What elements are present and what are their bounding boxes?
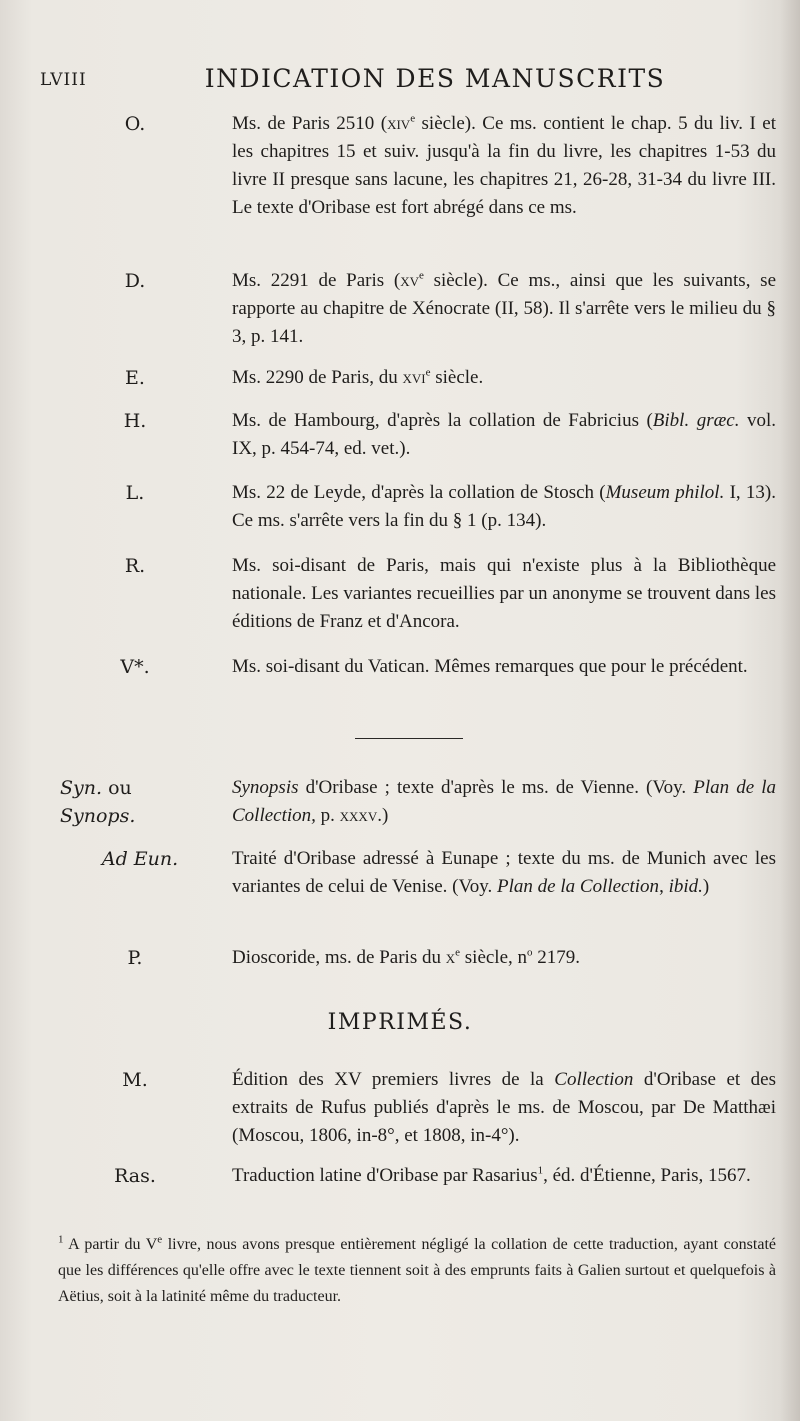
section-title: IMPRIMÉS.: [327, 1010, 473, 1035]
page-header: [40, 64, 760, 100]
entry-description: Dioscoride, ms. de Paris du $x^e$ siècle, $n^o$ 2179.: [232, 946, 581, 968]
siglum: V*.: [120, 656, 150, 678]
entry-description: Ms. soi-disant du Vatican. Mêmes remarques que pour le précédent.: [232, 656, 748, 677]
entry-description: Édition des XV premiers livres de la Collection d'Oribase et des extraits de Rufus publiés d'après le ms. de Moscou, par De Matthæi (Moscou, 1806, in-8°, et 1808, in-4°).: [232, 1069, 776, 1146]
footnote-reference: 1: [537, 1164, 544, 1177]
siglum: M.: [122, 1069, 148, 1091]
entry-description: Synopsis d'Oribase ; texte d'après le ms. de Vienne. (Voy. Plan de la Collection, p. xxxv.): [232, 777, 776, 826]
siglum: Ras.: [114, 1165, 156, 1187]
siglum: E.: [125, 367, 145, 389]
siglum: H.: [123, 410, 147, 432]
entry-description: Ms. 22 de Leyde, d'après la collation de Stosch (Museum philol. I, 13). Ce ms. s'arrête vers la fin du § 1 (p. 134).: [232, 482, 776, 531]
entry-description: Ms. de Hambourg, d'après la collation de Fabricius (Bibl. græc. vol. IX, p. 454-74, ed. vet.).: [232, 410, 776, 459]
siglum: D.: [124, 270, 146, 292]
running-title: INDICATION DES MANUSCRITS: [204, 64, 666, 93]
footnote-marker: 1: [58, 1233, 64, 1246]
section-divider: [355, 738, 463, 739]
siglum: O.: [124, 113, 146, 135]
entry-description: Traité d'Oribase adressé à Eunape ; texte du ms. de Munich avec les variantes de celui de Venise. (Voy. Plan de la Collection, ibid.): [232, 848, 776, 897]
entry-description: Traduction latine d'Oribase par Rasarius$^1$, éd. d'Étienne, Paris, 1567.: [232, 1164, 751, 1186]
page-number: LVIII: [40, 70, 87, 90]
entry-description: Ms. soi-disant de Paris, mais qui n'existe plus à la Bibliothèque nationale. Les variantes recueillies par un anonyme se trouvent dans les éditions de Franz et d'Ancora.: [232, 555, 776, 632]
entry-description: Ms. 2291 de Paris ($xv^e$ siècle). Ce ms., ainsi que les suivants, se rapporte au chapitre de Xénocrate (II, 58). Il s'arrête vers le milieu du § 3, p. 141.: [232, 269, 776, 347]
siglum: Ad Eun.: [101, 848, 179, 870]
siglum: Syn. ou Synops.: [60, 777, 136, 827]
siglum: P.: [127, 947, 143, 969]
siglum: R.: [124, 555, 146, 577]
footnote: $^1$ A partir du Ve livre, nous avons presque entièrement négligé la collation de cette traduction, ayant constaté que les différences qu'elle offre avec le texte tiennent soit à des emprunts faits à Galien surtout et quelquefois à Aëtius, soit à la latinité même du traducteur.: [58, 1233, 776, 1305]
siglum: L.: [125, 482, 145, 504]
entry-description: Ms. 2290 de Paris, du xvi$^e$ siècle.: [232, 366, 484, 388]
page-edge-shadow: [780, 0, 800, 1421]
entry-description: Ms. de Paris 2510 (xiv$^e$ siècle). Ce ms. contient le chap. 5 du liv. I et les chapitres 15 et suiv. jusqu'à la fin du livre, les chapitres 1-53 du livre II presque sans lacune, les chapitres 21, 26-28, 31-34 du livre III. Le texte d'Oribase est fort abrégé dans ce ms.: [232, 112, 776, 218]
